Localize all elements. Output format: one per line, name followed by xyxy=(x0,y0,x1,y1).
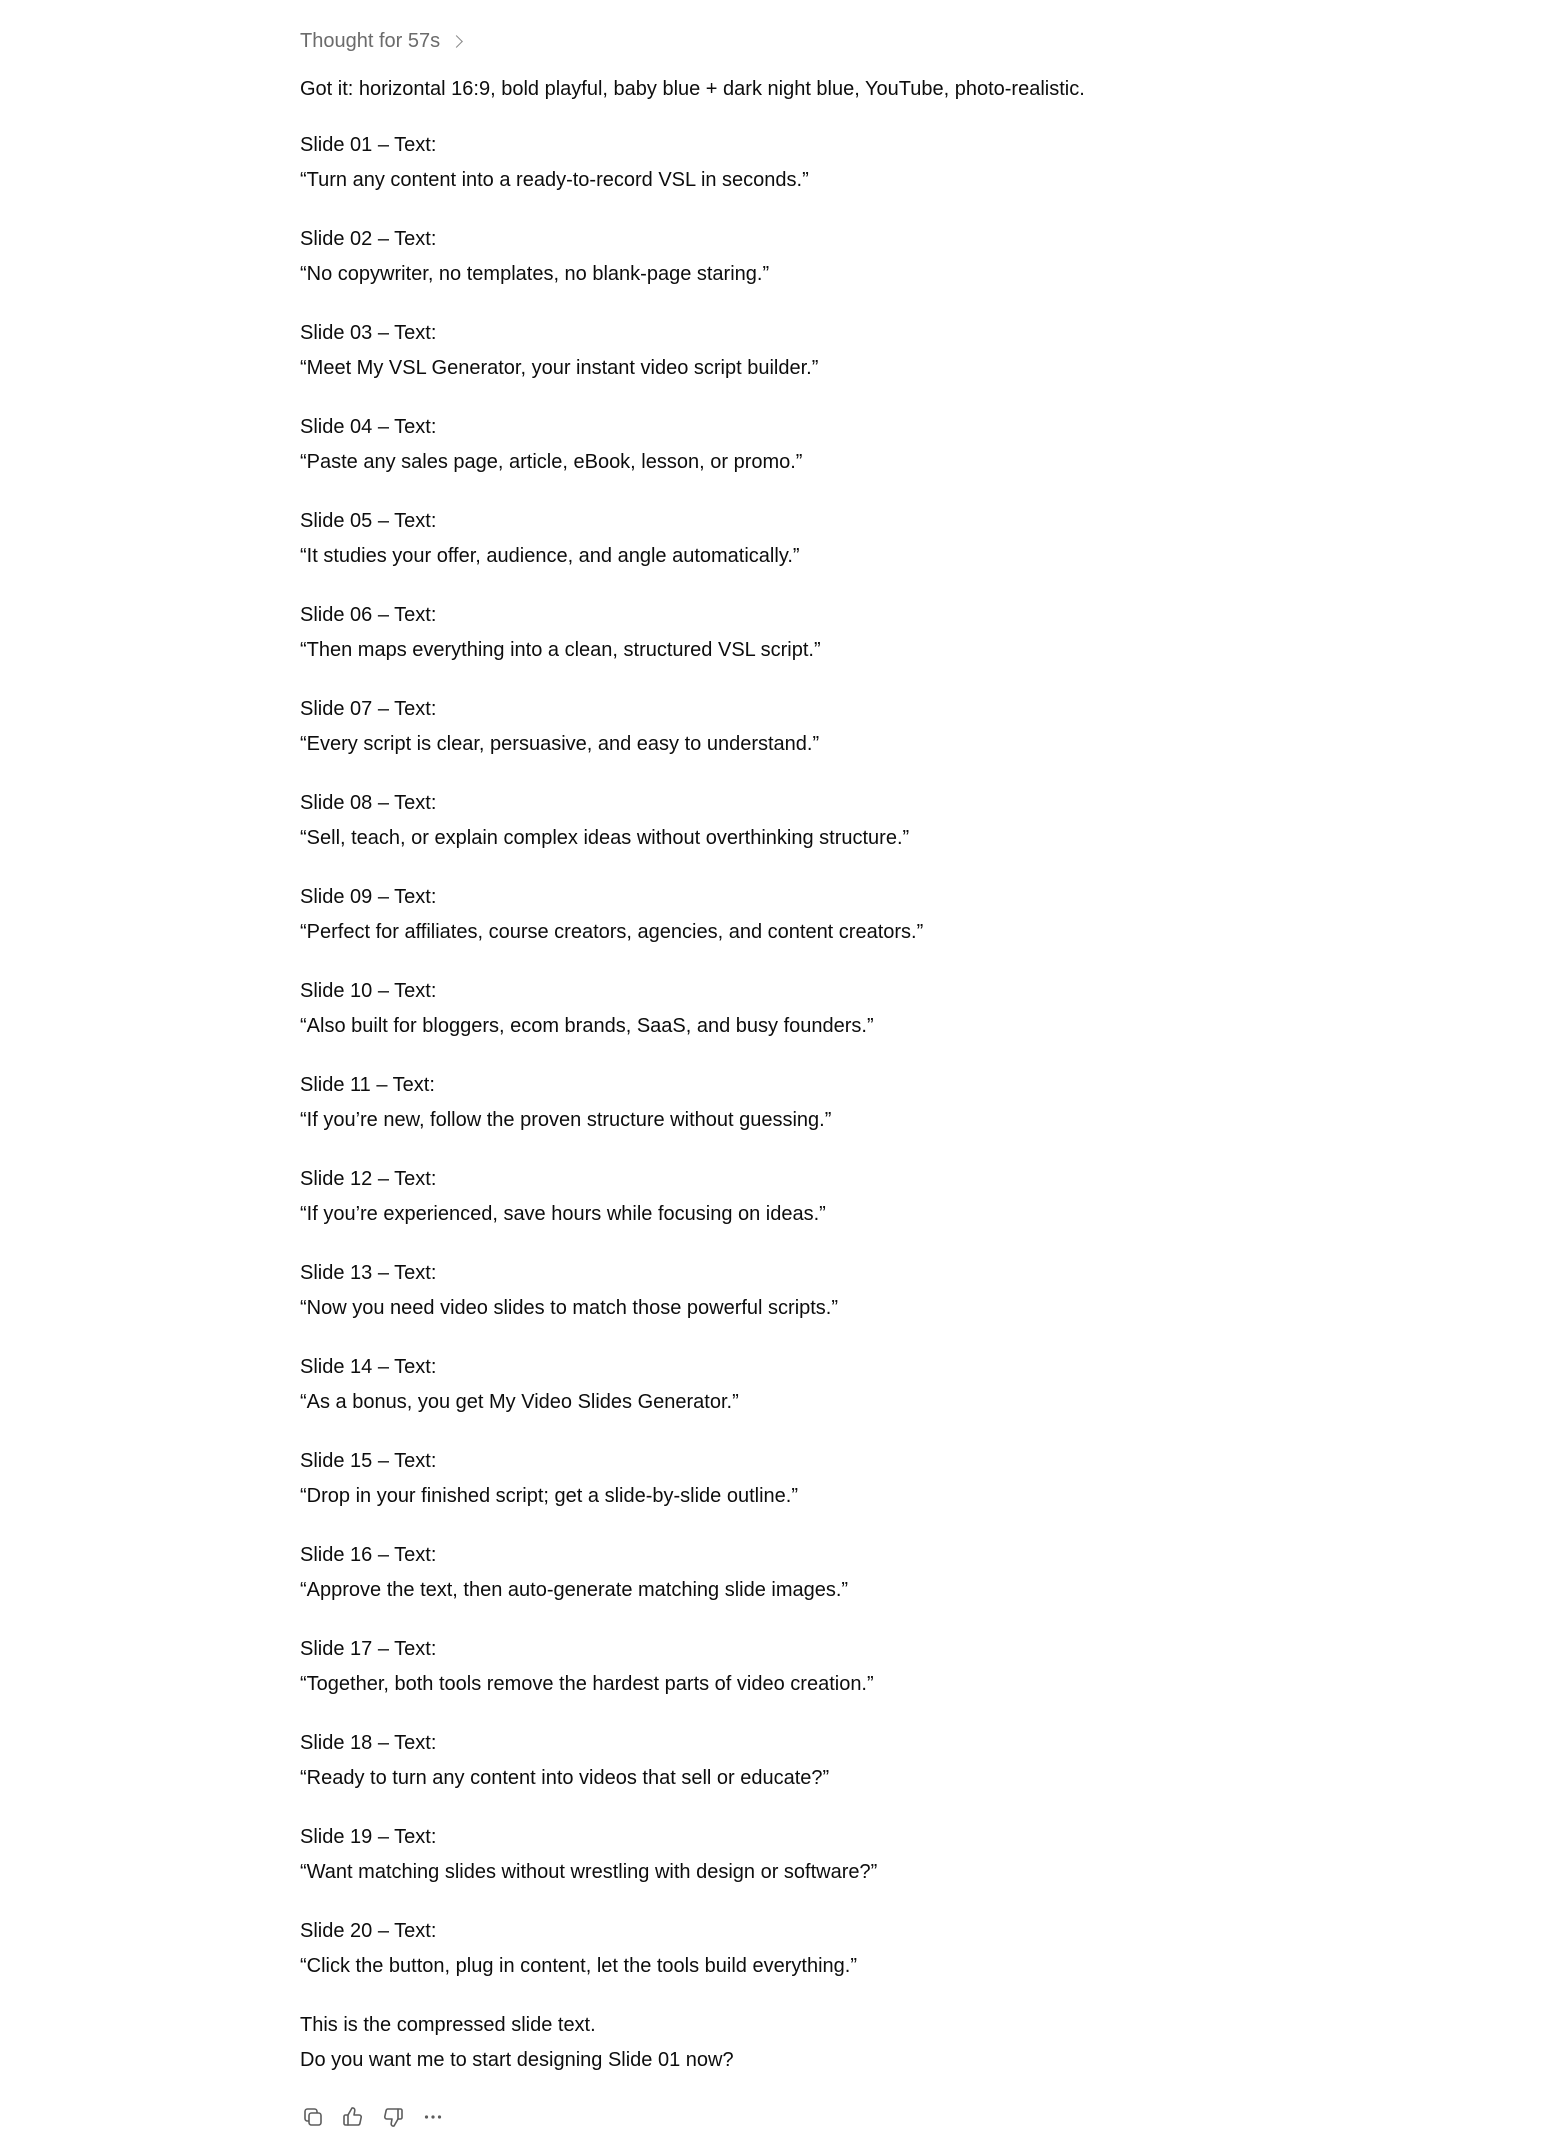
slide-heading: Slide 09 – Text: xyxy=(300,886,437,908)
slide-heading: Slide 14 – Text: xyxy=(300,1356,437,1378)
slide-text: “Ready to turn any content into videos that sell or educate?” xyxy=(300,1767,830,1789)
slide-text: “Now you need video slides to match those powerful scripts.” xyxy=(300,1297,839,1319)
slide-text: “Meet My VSL Generator, your instant video script builder.” xyxy=(300,357,819,379)
thought-label: Thought for 57s xyxy=(300,29,441,52)
slide-text: “It studies your offer, audience, and angle automatically.” xyxy=(300,545,800,567)
more-options-button[interactable] xyxy=(420,2104,446,2130)
slide-heading: Slide 10 – Text: xyxy=(300,980,437,1002)
slide-item xyxy=(300,1162,1200,1232)
slide-text: “Click the button, plug in content, let the tools build everything.” xyxy=(300,1955,857,1977)
slide-text: “Perfect for affiliates, course creators, agencies, and content creators.” xyxy=(300,921,924,943)
slide-text: “If you’re new, follow the proven structure without guessing.” xyxy=(300,1109,832,1131)
slide-item xyxy=(300,1632,1200,1702)
slide-item xyxy=(300,786,1200,856)
thumbs-up-button[interactable] xyxy=(340,2104,366,2130)
slide-text: “Then maps everything into a clean, structured VSL script.” xyxy=(300,639,821,661)
slide-heading: Slide 08 – Text: xyxy=(300,792,437,814)
intro-text: Got it: horizontal 16:9, bold playful, baby blue + dark night blue, YouTube, photo-realistic. xyxy=(300,78,1085,100)
slide-text: “Also built for bloggers, ecom brands, SaaS, and busy founders.” xyxy=(300,1015,874,1037)
slide-heading: Slide 04 – Text: xyxy=(300,416,437,438)
slide-item xyxy=(300,1914,1200,1984)
thumbs-down-icon xyxy=(381,2105,405,2129)
slide-item xyxy=(300,1350,1200,1420)
thumbs-down-button[interactable] xyxy=(380,2104,406,2130)
slide-heading: Slide 06 – Text: xyxy=(300,604,437,626)
outro-line-2: Do you want me to start designing Slide 01 now? xyxy=(300,2049,734,2071)
slide-text: “If you’re experienced, save hours while focusing on ideas.” xyxy=(300,1203,826,1225)
slide-item xyxy=(300,504,1200,574)
copy-button[interactable] xyxy=(300,2104,326,2130)
slide-heading: Slide 13 – Text: xyxy=(300,1262,437,1284)
chevron-right-icon xyxy=(450,35,463,48)
slide-item xyxy=(300,1444,1200,1514)
slide-text: “Paste any sales page, article, eBook, lesson, or promo.” xyxy=(300,451,803,473)
thumbs-up-icon xyxy=(341,2105,365,2129)
slide-heading: Slide 19 – Text: xyxy=(300,1826,437,1848)
slide-heading: Slide 05 – Text: xyxy=(300,510,437,532)
slide-text: “Want matching slides without wrestling with design or software?” xyxy=(300,1861,878,1883)
slide-item xyxy=(300,128,1200,198)
copy-icon xyxy=(301,2105,325,2129)
slide-item xyxy=(300,1726,1200,1796)
slide-item xyxy=(300,598,1200,668)
message-actions xyxy=(300,2104,1200,2130)
more-icon xyxy=(421,2105,445,2129)
slide-text: “No copywriter, no templates, no blank-page staring.” xyxy=(300,263,770,285)
assistant-message xyxy=(300,26,1200,2130)
slide-item xyxy=(300,1820,1200,1890)
slide-item xyxy=(300,410,1200,480)
slide-heading: Slide 02 – Text: xyxy=(300,228,437,250)
slide-item xyxy=(300,692,1200,762)
thought-toggle[interactable] xyxy=(300,26,461,56)
slide-heading: Slide 15 – Text: xyxy=(300,1450,437,1472)
slide-text: “Approve the text, then auto-generate matching slide images.” xyxy=(300,1579,849,1601)
slide-item xyxy=(300,1538,1200,1608)
slide-heading: Slide 11 – Text: xyxy=(300,1074,435,1096)
slide-text: “Drop in your finished script; get a slide-by-slide outline.” xyxy=(300,1485,798,1507)
slide-heading: Slide 18 – Text: xyxy=(300,1732,437,1754)
slide-item xyxy=(300,316,1200,386)
outro-line-1: This is the compressed slide text. xyxy=(300,2014,596,2036)
slide-heading: Slide 16 – Text: xyxy=(300,1544,437,1566)
slide-item xyxy=(300,974,1200,1044)
slide-text: “As a bonus, you get My Video Slides Generator.” xyxy=(300,1391,739,1413)
outro xyxy=(300,2008,1200,2078)
slide-item xyxy=(300,1068,1200,1138)
slide-text: “Turn any content into a ready-to-record VSL in seconds.” xyxy=(300,169,809,191)
slide-text: “Every script is clear, persuasive, and easy to understand.” xyxy=(300,733,820,755)
slide-text: “Sell, teach, or explain complex ideas without overthinking structure.” xyxy=(300,827,910,849)
slide-heading: Slide 07 – Text: xyxy=(300,698,437,720)
slide-text: “Together, both tools remove the hardest parts of video creation.” xyxy=(300,1673,874,1695)
slide-heading: Slide 20 – Text: xyxy=(300,1920,437,1942)
slide-heading: Slide 01 – Text: xyxy=(300,134,437,156)
slide-heading: Slide 03 – Text: xyxy=(300,322,437,344)
slide-item xyxy=(300,1256,1200,1326)
slide-item xyxy=(300,880,1200,950)
slide-heading: Slide 17 – Text: xyxy=(300,1638,437,1660)
slide-item xyxy=(300,222,1200,292)
slides-list xyxy=(300,128,1200,1984)
slide-heading: Slide 12 – Text: xyxy=(300,1168,437,1190)
